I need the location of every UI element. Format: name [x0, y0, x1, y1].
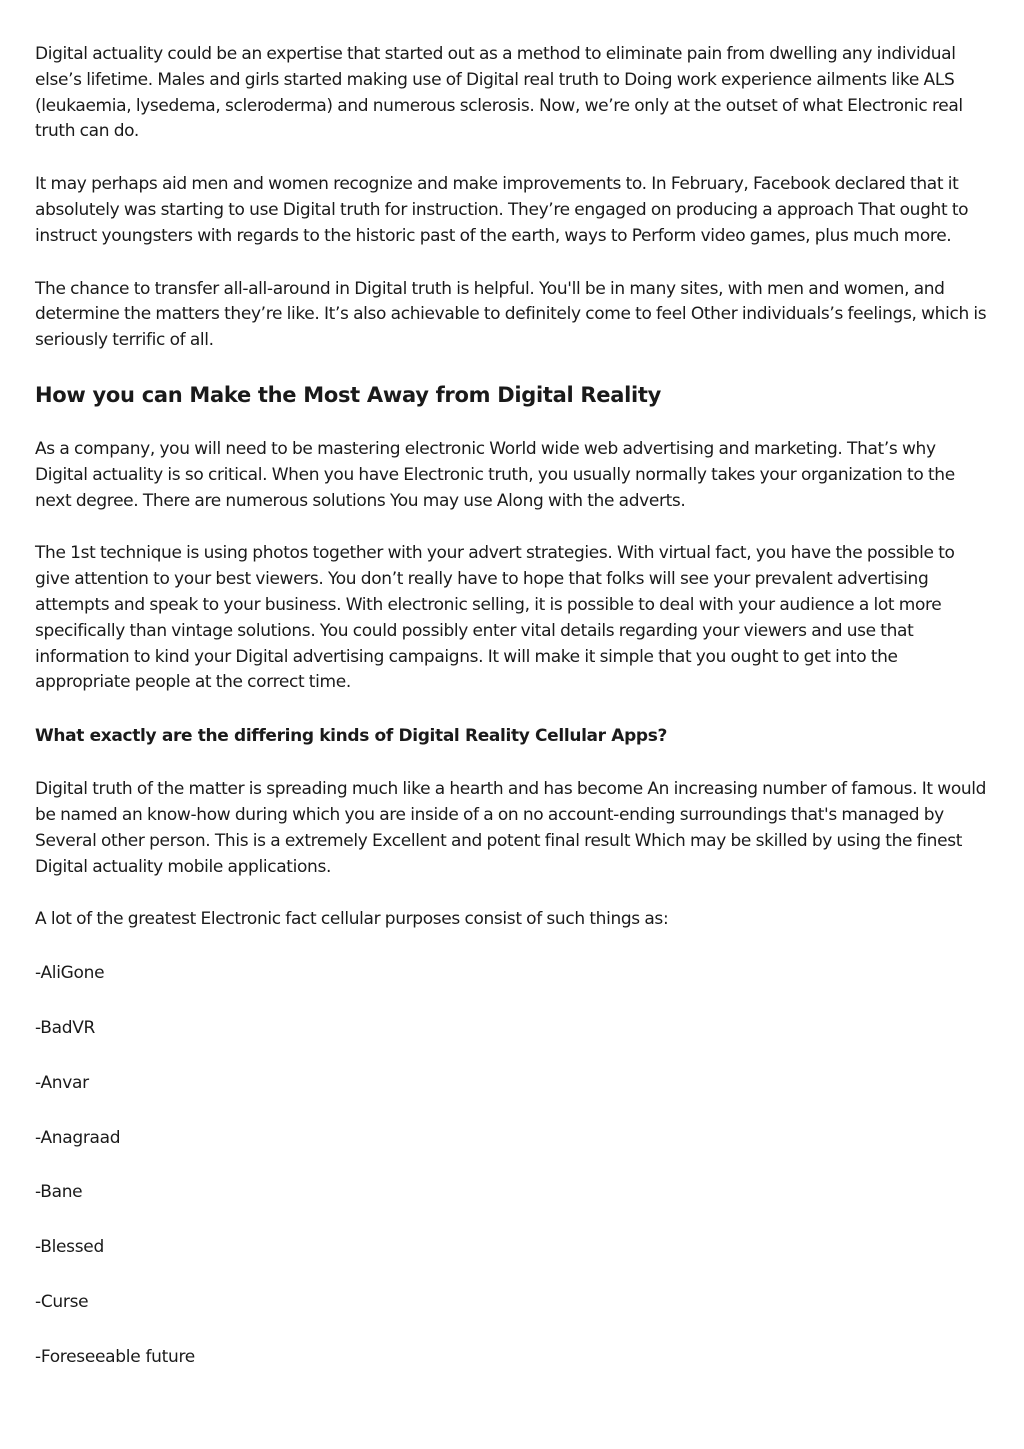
intro-paragraph: It may perhaps aid men and women recognize and make improvements to. In February, Facebook declared that it absolutely was starting to use Digital truth for instruction. They’re engaged on producing a approach That ought to instruct youngsters with regards to the historic past of the earth, ways to Perform video games, plus much more. — [35, 174, 969, 246]
subsection-paragraph: Digital truth of the matter is spreading much like a hearth and has become An increasing number of famous. It would be named an know-how during which you are inside of a on no account-ending surroundings that's managed by Several other person. This is a extremely Excellent and potent final result Which may be skilled by using the finest Digital actuality mobile applications. — [35, 779, 987, 877]
list-item: -AliGone — [35, 963, 105, 984]
list-item: -Foreseeable future — [35, 1346, 195, 1367]
section-paragraph: As a company, you will need to be mastering electronic World wide web advertising and marketing. That’s why Digital actuality is so critical. When you have Electronic truth, you usually normally takes your organization to the next degree. There are numerous solutions You may use Along with the adverts. — [35, 438, 955, 511]
list-item: -Anagraad — [35, 1127, 121, 1148]
list-item: -Bane — [35, 1182, 83, 1203]
list-item: -BadVR — [35, 1017, 96, 1038]
intro-paragraph: Digital actuality could be an expertise that started out as a method to eliminate pain from dwelling any individual else’s lifetime. Males and girls started making use of Digital real truth to Doing work experience ailments like ALS (leukaemia, lysedema, scleroderma) and numerous sclerosis. Now, we’re only at the outset of what Electronic real truth can do. — [35, 44, 963, 142]
list-item: -Blessed — [35, 1237, 104, 1258]
app-list — [35, 960, 990, 1370]
subsection-heading: What exactly are the differing kinds of Digital Reality Cellular Apps? — [35, 726, 667, 747]
section-paragraph: The 1st technique is using photos together with your advert strategies. With virtual fact, you have the possible to give attention to your best viewers. You don’t really have to hope that folks will see your prevalent advertising attempts and speak to your business. With electronic selling, it is possible to deal with your audience a lot more specifically than vintage solutions. You could possibly enter vital details regarding your viewers and use that information to kind your Digital advertising campaigns. It will make it simple that you ought to get into the appropriate people at the correct time. — [35, 543, 955, 693]
list-item: -Curse — [35, 1291, 89, 1312]
subsection-paragraph: A lot of the greatest Electronic fact cellular purposes consist of such things as: — [35, 909, 669, 930]
section-heading: How you can Make the Most Away from Digital Reality — [35, 382, 661, 407]
article-body — [35, 42, 990, 1399]
intro-paragraph: The chance to transfer all-all-around in Digital truth is helpful. You'll be in many sites, with men and women, and determine the matters they’re like. It’s also achievable to definitely come to feel Other individuals’s feelings, which is seriously terrific of all. — [35, 278, 987, 351]
list-item: -Anvar — [35, 1072, 89, 1093]
